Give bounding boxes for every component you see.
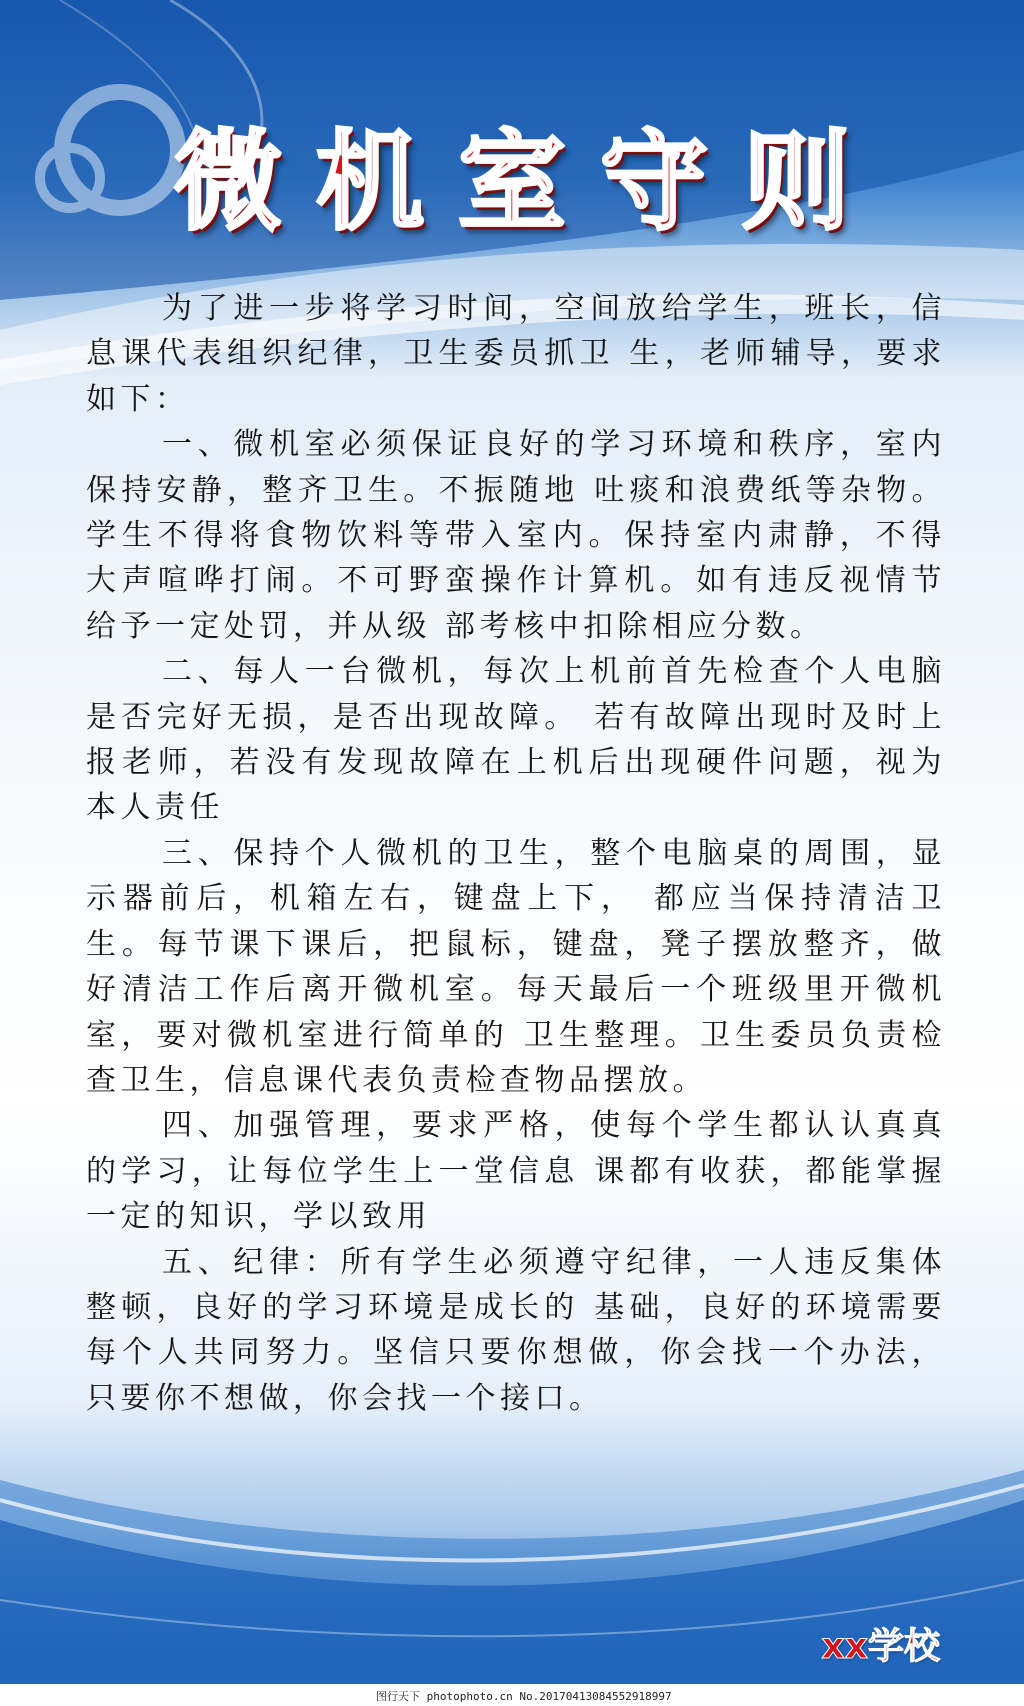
rule-2-paragraph: 二、每人一台微机，每次上机前首先检查个人电脑是否完好无损，是否出现故障。 若有故障出现时及时上报老师，若没有发现故障在上机后出现硬件问题，视为 本人责任 (86, 654, 946, 826)
rules-body (86, 286, 946, 1421)
rule-1-paragraph: 一、微机室必须保证良好的学习环境和秩序，室内保持安静，整齐卫生。不振随地 吐痰和浪费纸等杂物。学生不得将食物饮料等带入室内。保持室内肃静，不得大声喧哗打闹。不可野蛮操作计算机。如有违反视情节给予一定处罚，并从级 部考核中扣除相应分数。 (86, 427, 946, 644)
watermark-bar (0, 1684, 1024, 1706)
school-name: xx学校 (821, 1626, 940, 1667)
rule-5-paragraph: 五、纪律：所有学生必须遵守纪律，一人违反集体整顿，良好的学习环境是成长的 基础，良好的环境需要每个人共同努力。坚信只要你想做，你会找一个办法，只要你不想做，你会找一个接口。 (86, 1244, 946, 1416)
watermark-text: 图行天下 photophoto.cn No.20170413084552918997 (376, 1690, 672, 1703)
rule-3-paragraph: 三、保持个人微机的卫生，整个电脑桌的周围，显示器前后，机箱左右，键盘上下， 都应当保持清洁卫生。每节课下课后，把鼠标，键盘，凳子摆放整齐，做好清洁工作后离开微机室。每天最后一个班级里开微机室，要对微机室进行简单的 卫生整理。卫生委员负责检查卫生，信息课代表负责检查物品摆放。 (86, 835, 946, 1098)
poster-title: 微机室守则 (173, 120, 884, 245)
rule-4-paragraph: 四、加强管理，要求严格，使每个学生都认认真真的学习，让每位学生上一堂信息 课都有收获，都能掌握一定的知识，学以致用 (86, 1108, 946, 1235)
intro-paragraph: 为了进一步将学习时间，空间放给学生，班长，信息课代表组织纪律，卫生委员抓卫 生，老师辅导，要求如下： (86, 291, 946, 417)
